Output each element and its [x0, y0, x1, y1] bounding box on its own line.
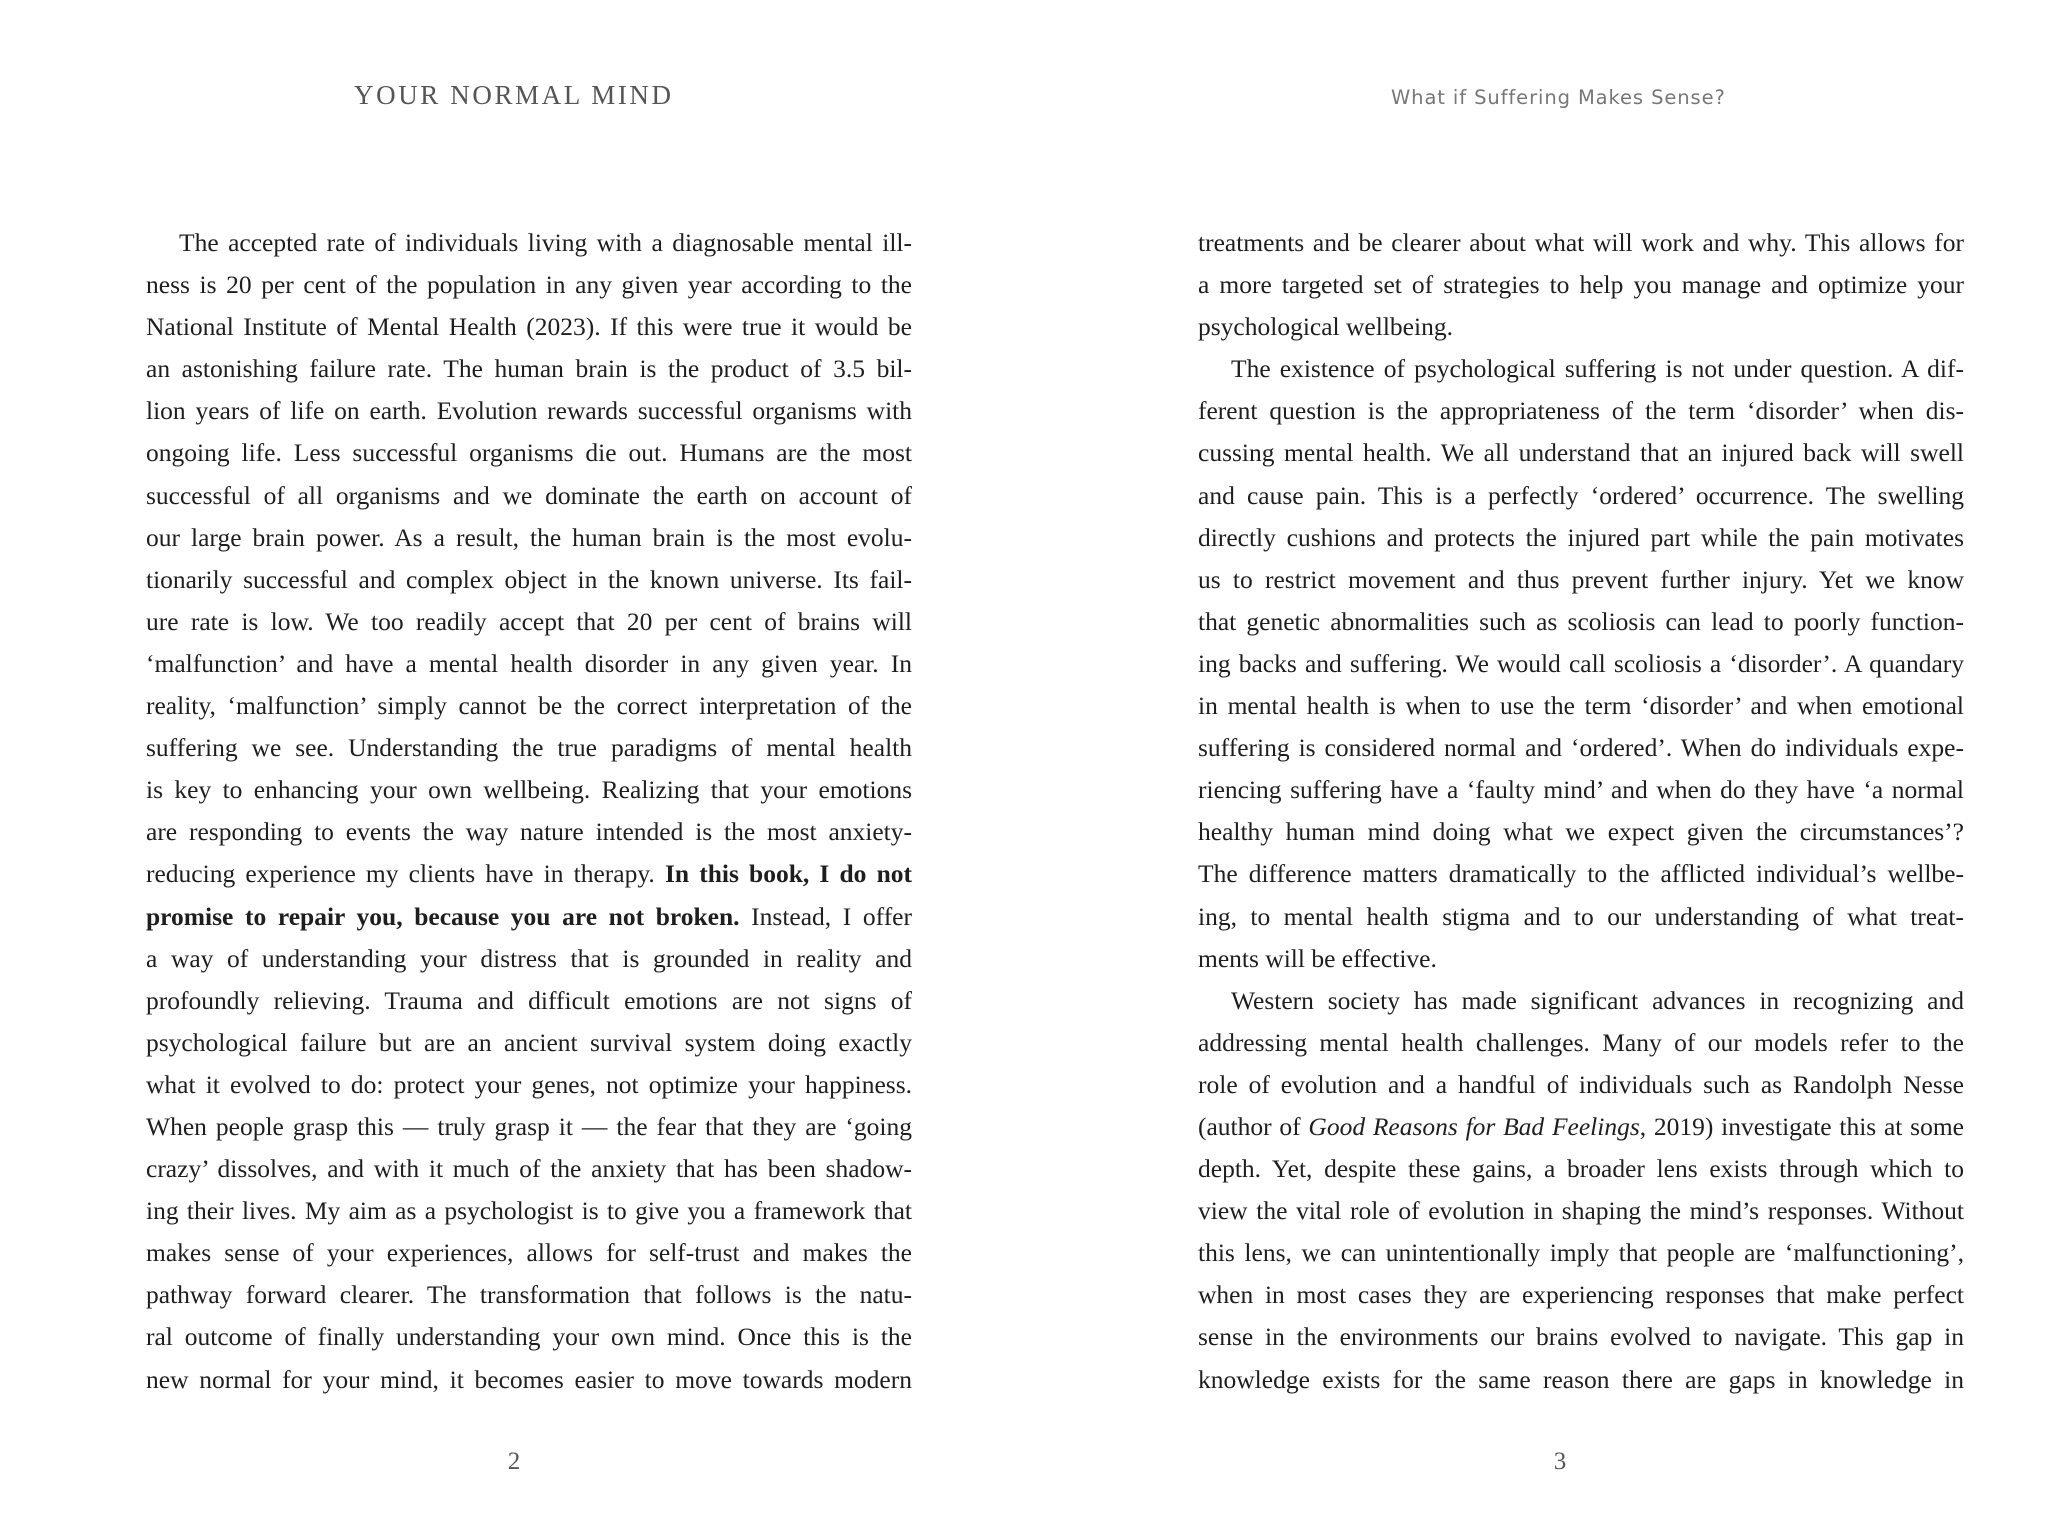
running-head-book-title: YOUR NORMAL MIND — [354, 80, 674, 110]
text-line — [146, 475, 912, 517]
text-line — [1198, 601, 1964, 643]
text-run: role of evolution and a handful of individuals such as Randolph Nesse — [1198, 1069, 1964, 1099]
text-run: ongoing life. Less successful organisms die out. Humans are the most — [146, 438, 912, 468]
text-run: a more targeted set of strategies to help you manage and optimize your — [1198, 270, 1964, 300]
text-run: profoundly relieving. Trauma and difficult emotions are not signs of — [146, 985, 912, 1015]
text-run: ments will be effective. — [1198, 943, 1437, 973]
text-line — [1198, 643, 1964, 685]
text-run: a way of understanding your distress that is grounded in reality and — [146, 943, 912, 973]
text-line — [1198, 1190, 1964, 1232]
text-run: riencing suffering have a ‘faulty mind’ and when do they have ‘a normal — [1198, 775, 1964, 805]
text-line — [146, 348, 912, 390]
text-run: crazy’ dissolves, and with it much of the anxiety that has been shadow- — [146, 1154, 912, 1184]
bold-text: promise to repair you, because you are not broken. — [146, 901, 740, 931]
text-run: depth. Yet, despite these gains, a broader lens exists through which to — [1198, 1154, 1964, 1184]
text-run: suffering we see. Understanding the true paradigms of mental health — [146, 733, 912, 763]
text-line — [1198, 769, 1964, 811]
text-line — [146, 1106, 912, 1148]
text-run: sense in the environments our brains evolved to navigate. This gap in — [1198, 1322, 1964, 1352]
text-run: reality, ‘malfunction’ simply cannot be the correct interpretation of the — [146, 691, 912, 721]
text-line — [1198, 1022, 1964, 1064]
text-run: view the vital role of evolution in shaping the mind’s responses. Without — [1198, 1196, 1964, 1226]
text-line — [146, 1064, 912, 1106]
text-line — [1198, 306, 1964, 348]
text-line — [146, 643, 912, 685]
text-run: are responding to events the way nature intended is the most anxiety- — [146, 817, 912, 847]
text-line — [1198, 1274, 1964, 1316]
page-number-left: 2 — [507, 1448, 521, 1475]
text-line — [146, 727, 912, 769]
text-line — [1198, 1316, 1964, 1358]
text-line — [1198, 811, 1964, 853]
text-run: The difference matters dramatically to the afflicted individual’s wellbe- — [1198, 859, 1964, 889]
text-run: ferent question is the appropriateness of the term ‘disorder’ when dis- — [1198, 396, 1964, 426]
text-line — [1198, 980, 1964, 1022]
text-line — [146, 390, 912, 432]
text-run: tionarily successful and complex object in the known universe. Its fail- — [146, 564, 912, 594]
text-line — [146, 1022, 912, 1064]
text-line — [146, 306, 912, 348]
text-run: ing their lives. My aim as a psychologist is to give you a framework that — [146, 1196, 912, 1226]
text-line — [146, 685, 912, 727]
text-run: in mental health is when to use the term ‘disorder’ and when emotional — [1198, 691, 1964, 721]
text-run: makes sense of your experiences, allows for self-trust and makes the — [146, 1238, 912, 1268]
text-run: is key to enhancing your own wellbeing. Realizing that your emotions — [146, 775, 912, 805]
running-head-chapter-title: What if Suffering Makes Sense? — [1391, 86, 1726, 109]
text-line — [146, 980, 912, 1022]
italic-book-title: Good Reasons for Bad Feelings — [1308, 1111, 1640, 1141]
text-line — [1198, 896, 1964, 938]
text-run: that genetic abnormalities such as scoliosis can lead to poorly function- — [1198, 606, 1964, 636]
text-run: , 2019) investigate this at some — [1639, 1111, 1964, 1141]
text-run: healthy human mind doing what we expect given the circumstances’? — [1198, 817, 1964, 847]
text-run: Western society has made significant advances in recognizing and — [1231, 985, 1964, 1015]
left-page-text — [146, 222, 912, 1401]
bold-text: In this book, I do not — [664, 859, 912, 889]
text-line — [146, 432, 912, 474]
text-line — [1198, 1232, 1964, 1274]
text-line — [146, 559, 912, 601]
text-line — [1198, 222, 1964, 264]
text-run: when in most cases they are experiencing responses that make perfect — [1198, 1280, 1964, 1310]
text-run: cussing mental health. We all understand that an injured back will swell — [1198, 438, 1964, 468]
text-run: ing, to mental health stigma and to our understanding of what treat- — [1198, 901, 1964, 931]
text-line — [146, 896, 912, 938]
text-run: us to restrict movement and thus prevent further injury. Yet we know — [1198, 564, 1964, 594]
text-run: ure rate is low. We too readily accept that 20 per cent of brains will — [146, 606, 912, 636]
text-run: (author of — [1198, 1111, 1309, 1141]
text-line — [146, 1190, 912, 1232]
text-run: reducing experience my clients have in therapy. — [146, 859, 665, 889]
text-line — [1198, 390, 1964, 432]
text-line — [1198, 1106, 1964, 1148]
text-line — [146, 853, 912, 895]
text-line — [146, 601, 912, 643]
text-run: what it evolved to do: protect your genes, not optimize your happiness. — [146, 1069, 912, 1099]
text-line — [1198, 685, 1964, 727]
text-line — [1198, 727, 1964, 769]
text-line — [1198, 1359, 1964, 1401]
text-line — [146, 1148, 912, 1190]
text-run: directly cushions and protects the injured part while the pain motivates — [1198, 522, 1964, 552]
text-run: ral outcome of finally understanding your own mind. Once this is the — [146, 1322, 912, 1352]
text-line — [146, 222, 912, 264]
text-run: The accepted rate of individuals living with a diagnosable mental ill- — [179, 228, 912, 257]
text-run: Instead, I offer — [739, 901, 912, 931]
right-page — [1024, 0, 2048, 1536]
text-run: pathway forward clearer. The transformation that follows is the natu- — [146, 1280, 912, 1310]
text-run: suffering is considered normal and ‘ordered’. When do individuals expe- — [1198, 733, 1964, 763]
text-line — [146, 769, 912, 811]
text-run: successful of all organisms and we dominate the earth on account of — [146, 480, 912, 510]
text-line — [146, 1232, 912, 1274]
text-line — [1198, 559, 1964, 601]
text-run: ness is 20 per cent of the population in any given year according to the — [146, 270, 912, 300]
text-run: psychological wellbeing. — [1198, 312, 1453, 342]
text-line — [146, 1316, 912, 1358]
text-line — [146, 517, 912, 559]
text-line — [146, 938, 912, 980]
right-page-text — [1198, 222, 1964, 1401]
text-line — [146, 811, 912, 853]
text-line — [1198, 1064, 1964, 1106]
text-line — [1198, 853, 1964, 895]
text-run: psychological failure but are an ancient survival system doing exactly — [146, 1027, 912, 1057]
text-line — [146, 1274, 912, 1316]
text-line — [146, 1359, 912, 1401]
text-line — [146, 264, 912, 306]
text-line — [1198, 264, 1964, 306]
text-run: this lens, we can unintentionally imply that people are ‘malfunctioning’, — [1198, 1238, 1964, 1268]
text-line — [1198, 475, 1964, 517]
text-run: ‘malfunction’ and have a mental health disorder in any given year. In — [146, 648, 912, 678]
text-run: addressing mental health challenges. Many of our models refer to the — [1198, 1027, 1964, 1057]
text-run: When people grasp this — truly grasp it — the fear that they are ‘going — [146, 1111, 912, 1141]
text-line — [1198, 938, 1964, 980]
text-run: The existence of psychological suffering is not under question. A dif- — [1231, 354, 1964, 384]
page-number-right: 3 — [1553, 1448, 1567, 1475]
text-run: lion years of life on earth. Evolution rewards successful organisms with — [146, 396, 912, 426]
text-run: an astonishing failure rate. The human brain is the product of 3.5 bil- — [146, 354, 912, 384]
text-run: National Institute of Mental Health (2023). If this were true it would be — [146, 312, 912, 342]
text-run: our large brain power. As a result, the human brain is the most evolu- — [146, 522, 912, 552]
text-run: knowledge exists for the same reason there are gaps in knowledge in — [1198, 1364, 1964, 1394]
text-run: and cause pain. This is a perfectly ‘ordered’ occurrence. The swelling — [1198, 480, 1964, 510]
text-run: treatments and be clearer about what will work and why. This allows for — [1198, 228, 1964, 257]
text-line — [1198, 432, 1964, 474]
text-run: new normal for your mind, it becomes easier to move towards modern — [146, 1364, 912, 1394]
text-line — [1198, 517, 1964, 559]
text-line — [1198, 1148, 1964, 1190]
text-run: ing backs and suffering. We would call scoliosis a ‘disorder’. A quandary — [1198, 648, 1964, 678]
text-line — [1198, 348, 1964, 390]
